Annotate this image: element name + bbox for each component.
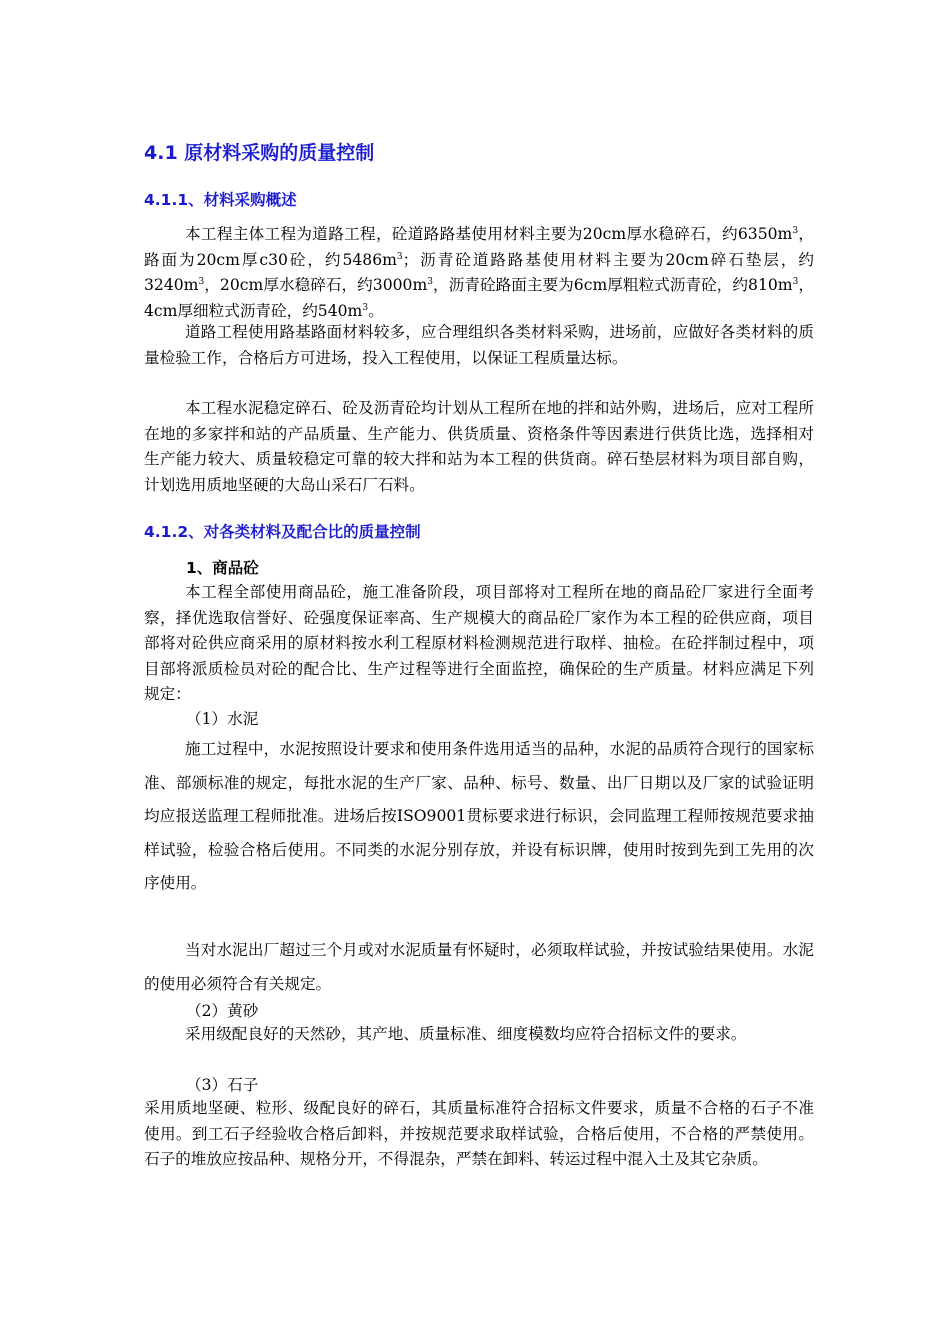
cement-paragraph-2: 当对水泥出厂超过三个月或对水泥质量有怀疑时，必须取样试验，并按试验结果使用。水泥的使用必须符合有关规定。 (144, 941, 814, 993)
stone-label: （3）石子 (186, 1076, 259, 1094)
overview-paragraph-3: 本工程水泥稳定碎石、砼及沥青砼均计划从工程所在地的拌和站外购，进场后，应对工程所在地的多家拌和站的产品质量、生产能力、供货质量、资格条件等因素进行供货比选，选择相对生产能力较大、质量较稳定可靠的较大拌和站为本工程的供货商。碎石垫层材料为项目部自购，计划选用质地坚硬的大岛山采石厂石料。 (144, 399, 814, 494)
overview-paragraph-2: 道路工程使用路基路面材料较多，应合理组织各类材料采购，进场前，应做好各类材料的质量检验工作，合格后方可进场，投入工程使用，以保证工程质量达标。 (144, 323, 814, 367)
item-heading-commercial-concrete: 1、商品砼 (186, 559, 259, 577)
stone-paragraph: 采用质地坚硬、粒形、级配良好的碎石，其质量标准符合招标文件要求，质量不合格的石子不准使用。到工石子经验收合格后卸料，并按规范要求取样试验，合格后使用，不合格的严禁使用。石子的堆放应按品种、规格分开，不得混杂，严禁在卸料、转运过程中混入土及其它杂质。 (144, 1099, 814, 1168)
overview-paragraph-1: 本工程主体工程为道路工程，砼道路路基使用材料主要为20cm厚水稳碎石，约$6350m^3$，路面为20cm厚c30砼，约$5486m^3$；沥青砼道路路基使用材料主要为20cm碎石垫层，约$3240m^3$，20cm厚水稳碎石，约$3000m^3$，沥青砼路面主要为6cm厚粗粒式沥青砼，约$810m^3$，4cm厚细粒式沥青砼，约$540m^3$。 (144, 225, 814, 320)
commercial-concrete-paragraph: 本工程全部使用商品砼，施工准备阶段，项目部将对工程所在地的商品砼厂家进行全面考察，择优选取信誉好、砼强度保证率高、生产规模大的商品砼厂家作为本工程的砼供应商，项目部将对砼供应商采用的原材料按水利工程原材料检测规范进行取样、抽检。在砼拌制过程中，项目部将派质检员对砼的配合比、生产过程等进行全面监控，确保砼的生产质量。材料应满足下列规定： (144, 583, 814, 703)
subsection-heading-quality-control: 4.1.2、对各类材料及配合比的质量控制 (144, 523, 421, 541)
cement-paragraph-1: 施工过程中，水泥按照设计要求和使用条件选用适当的品种，水泥的品质符合现行的国家标准、部颁标准的规定，每批水泥的生产厂家、品种、标号、数量、出厂日期以及厂家的试验证明均应报送监理工程师批准。进场后按ISO9001贯标要求进行标识，会同监理工程师按规范要求抽样试验，检验合格后使用。不同类的水泥分别存放，并设有标识牌，使用时按到先到工先用的次序使用。 (144, 740, 814, 892)
section-title: 4.1 原材料采购的质量控制 (144, 142, 375, 164)
sand-paragraph: 采用级配良好的天然砂，其产地、质量标准、细度模数均应符合招标文件的要求。 (185, 1025, 747, 1043)
cement-label: （1）水泥 (186, 710, 259, 728)
sand-label: （2）黄砂 (186, 1002, 259, 1020)
subsection-heading-overview: 4.1.1、材料采购概述 (144, 191, 297, 209)
